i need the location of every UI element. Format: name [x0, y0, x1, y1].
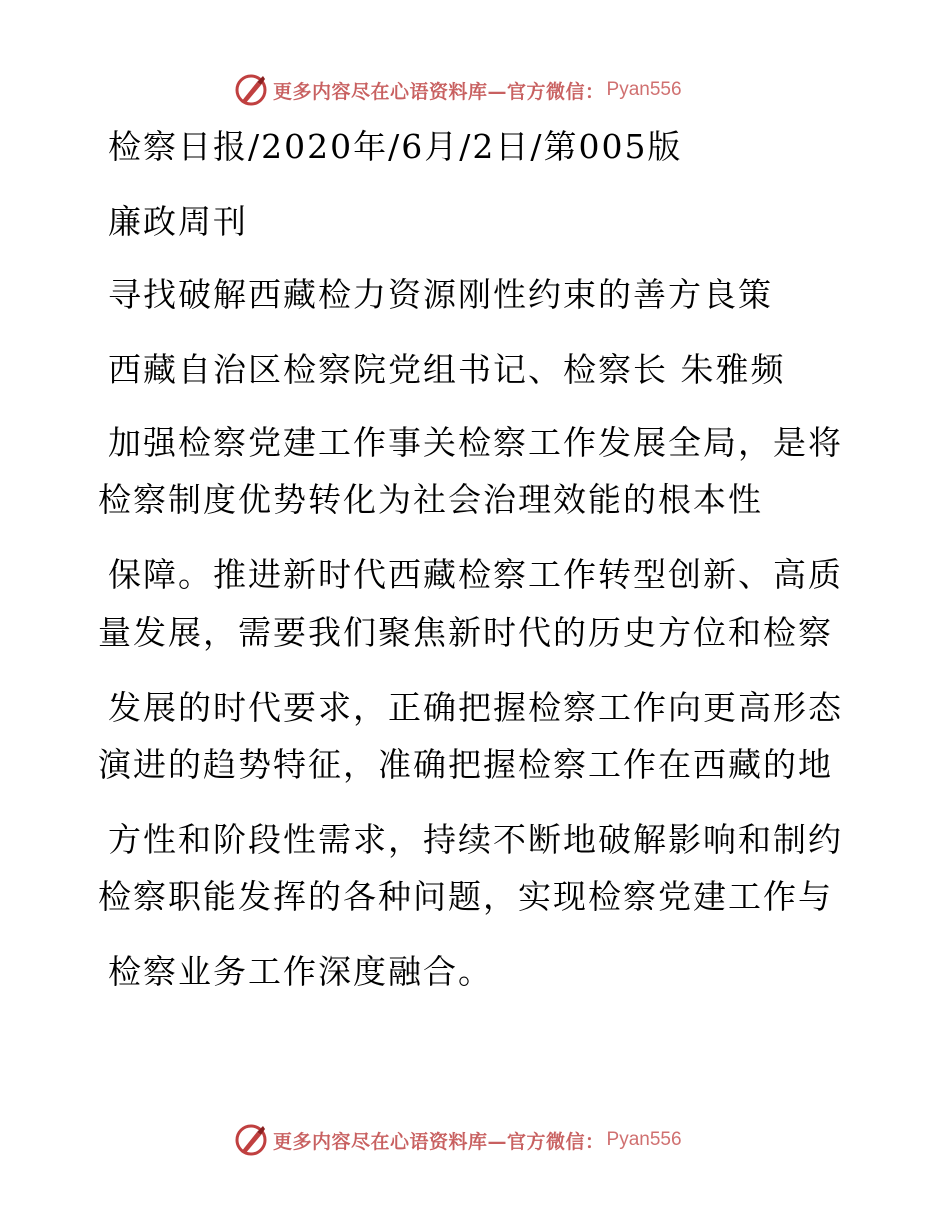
body-line: 检察业务工作深度融合。 [108, 952, 493, 991]
watermark-text: 更多内容尽在心语资料库—官方微信： [273, 1130, 605, 1153]
watermark-wechat-id: Pyan556 [606, 1129, 682, 1150]
body-line: 加强检察党建工作事关检察工作发展全局，是将 [108, 423, 843, 462]
body-line: 演进的趋势特征，准确把握检察工作在西藏的地 [98, 745, 833, 784]
body-line: 保障。推进新时代西藏检察工作转型创新、高质 [108, 555, 843, 594]
body-line: 检察制度优势转化为社会治理效能的根本性 [98, 480, 763, 519]
body-line: 检察职能发挥的各种问题，实现检察党建工作与 [98, 877, 833, 916]
column-name: 廉政周刊 [108, 202, 248, 241]
masthead: 检察日报/2020年/6月/2日/第005版 [108, 127, 683, 166]
watermark-banner-bottom [233, 1120, 682, 1160]
article-title: 寻找破解西藏检力资源刚性约束的善方良策 [108, 275, 773, 314]
watermark-wechat-id: Pyan556 [606, 79, 682, 100]
watermark-text: 更多内容尽在心语资料库—官方微信： [273, 80, 605, 103]
pen-logo-icon [233, 1122, 269, 1158]
pen-logo-icon [233, 72, 269, 108]
watermark-banner-top [233, 70, 682, 110]
body-line: 量发展，需要我们聚焦新时代的历史方位和检察 [98, 613, 833, 652]
body-line: 发展的时代要求，正确把握检察工作向更高形态 [108, 688, 843, 727]
article-byline: 西藏自治区检察院党组书记、检察长 朱雅频 [108, 350, 786, 389]
body-line: 方性和阶段性需求，持续不断地破解影响和制约 [108, 820, 843, 859]
